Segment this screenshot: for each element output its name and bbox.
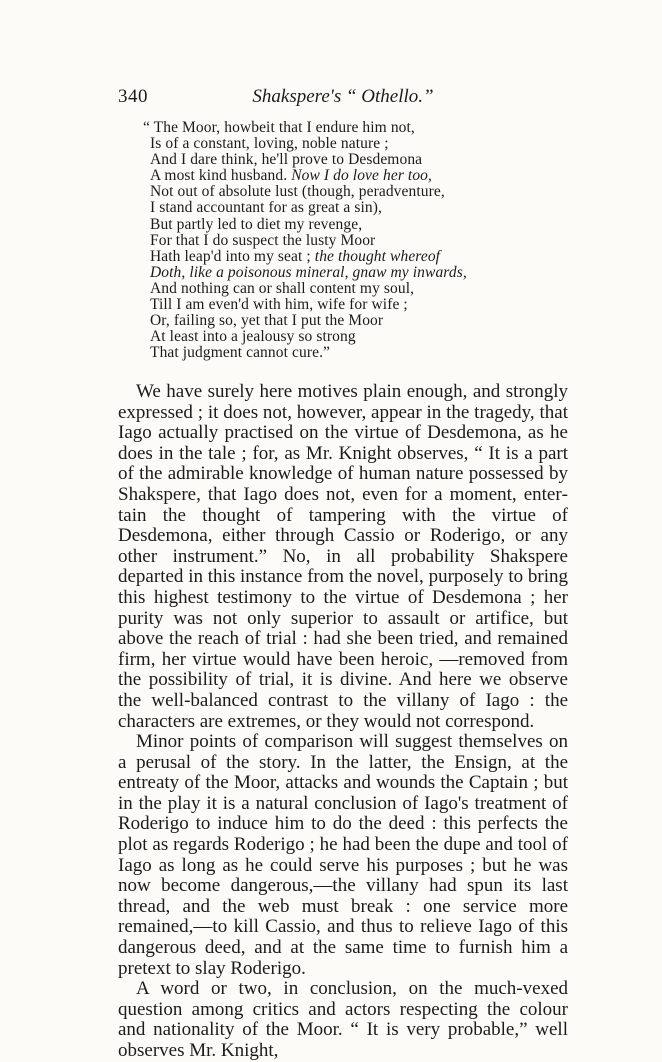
verse-text: I stand accountant for as great a sin), bbox=[150, 199, 383, 217]
verse-line bbox=[150, 136, 570, 152]
verse-text: Hath leap'd into my seat ; bbox=[150, 247, 311, 265]
verse-text: Till I am even'd with him, wife for wife ; bbox=[150, 296, 408, 314]
verse-text: And I dare think, he'll prove to Desdemona bbox=[150, 151, 423, 169]
verse-line bbox=[150, 200, 570, 216]
verse-line bbox=[150, 281, 570, 297]
verse-line bbox=[150, 217, 570, 233]
verse-italic-text: Doth, like a poisonous mineral, gnaw my inwards, bbox=[150, 263, 467, 281]
verse-text: A most kind husband. bbox=[150, 167, 288, 185]
verse-text: Is of a constant, loving, noble nature ; bbox=[150, 135, 389, 153]
verse-italic-text: the thought whereof bbox=[314, 247, 441, 265]
verse-quotation bbox=[143, 119, 570, 362]
verse-line bbox=[150, 345, 570, 361]
paragraph: We have surely here motives plain enough, and strongly expressed ; it does not, however, appear in the tragedy, that Iago actually practised on the virtue of Desdemona, as he does in the tale ; for, as Mr. Knight observes, “ It is a part of the admirable knowledge of human nature possessed by Shakspere, that Iago does not, even for a moment, entertain the thought of tampering with the virtue of Desdemona, either through Cassio or Roderigo, or any other instrument.” No, in all probability Shakspere departed in this instance from the novel, purposely to bring this highest testimony to the virtue of Desdemona ; her purity was not only superior to assault or artifice, but above the reach of trial : had she been tried, and remained firm, her virtue would have been heroic, —removed from the possibility of trial, it is divine. And here we observe the well-balanced contrast to the villany of Iago : the characters are extremes, or they would not correspond. bbox=[118, 381, 568, 732]
verse-line bbox=[150, 184, 570, 200]
verse-line bbox=[150, 297, 570, 313]
verse-text: “ The Moor, howbeit that I endure him not, bbox=[143, 119, 415, 136]
paragraph: A word or two, in conclusion, on the much-vexed question among critics and actors respecting the colour and nationality of the Moor. “ It is very probable,” well observes Mr. Knight, bbox=[118, 978, 568, 1061]
verse-text: At least into a jealousy so strong bbox=[150, 328, 356, 346]
verse-text: Not out of absolute lust (though, peradventure, bbox=[150, 183, 445, 201]
verse-line bbox=[150, 233, 570, 249]
verse-line bbox=[150, 168, 570, 184]
verse-line bbox=[150, 329, 570, 345]
verse-text: That judgment cannot cure.” bbox=[150, 344, 331, 362]
body-text bbox=[118, 382, 568, 1062]
verse-italic-text: Now I do love her too, bbox=[291, 167, 433, 185]
verse-text: Or, failing so, yet that I put the Moor bbox=[150, 312, 384, 330]
verse-text: For that I do suspect the lusty Moor bbox=[150, 231, 376, 249]
verse-line bbox=[143, 120, 570, 136]
verse-text: And nothing can or shall content my soul, bbox=[150, 279, 415, 297]
verse-line bbox=[150, 265, 570, 281]
verse-line bbox=[150, 152, 570, 168]
page-number: 340 bbox=[118, 86, 148, 107]
verse-line bbox=[150, 313, 570, 329]
running-title: Shakspere's “ Othello.” bbox=[252, 86, 434, 107]
verse-text: But partly led to diet my revenge, bbox=[150, 215, 363, 233]
paragraph: Minor points of comparison will suggest themselves on a perusal of the story. In the latter, the Ensign, at the entreaty of the Moor, attacks and wounds the Captain ; but in the play it is a natural conclusion of Iago's treatment of Roderigo to induce him to do the deed : this perfects the plot as regards Roderigo ; he had been the dupe and tool of Iago as long as he could serve his purposes ; but he was now become dangerous,—the villany had spun its last thread, and the web must break : one service more remained,—to kill Cassio, and thus to relieve Iago of this dangerous deed, and at the same time to furnish him a pretext to slay Roderigo. bbox=[118, 731, 568, 979]
verse-line bbox=[150, 249, 570, 265]
page-header bbox=[118, 86, 568, 112]
